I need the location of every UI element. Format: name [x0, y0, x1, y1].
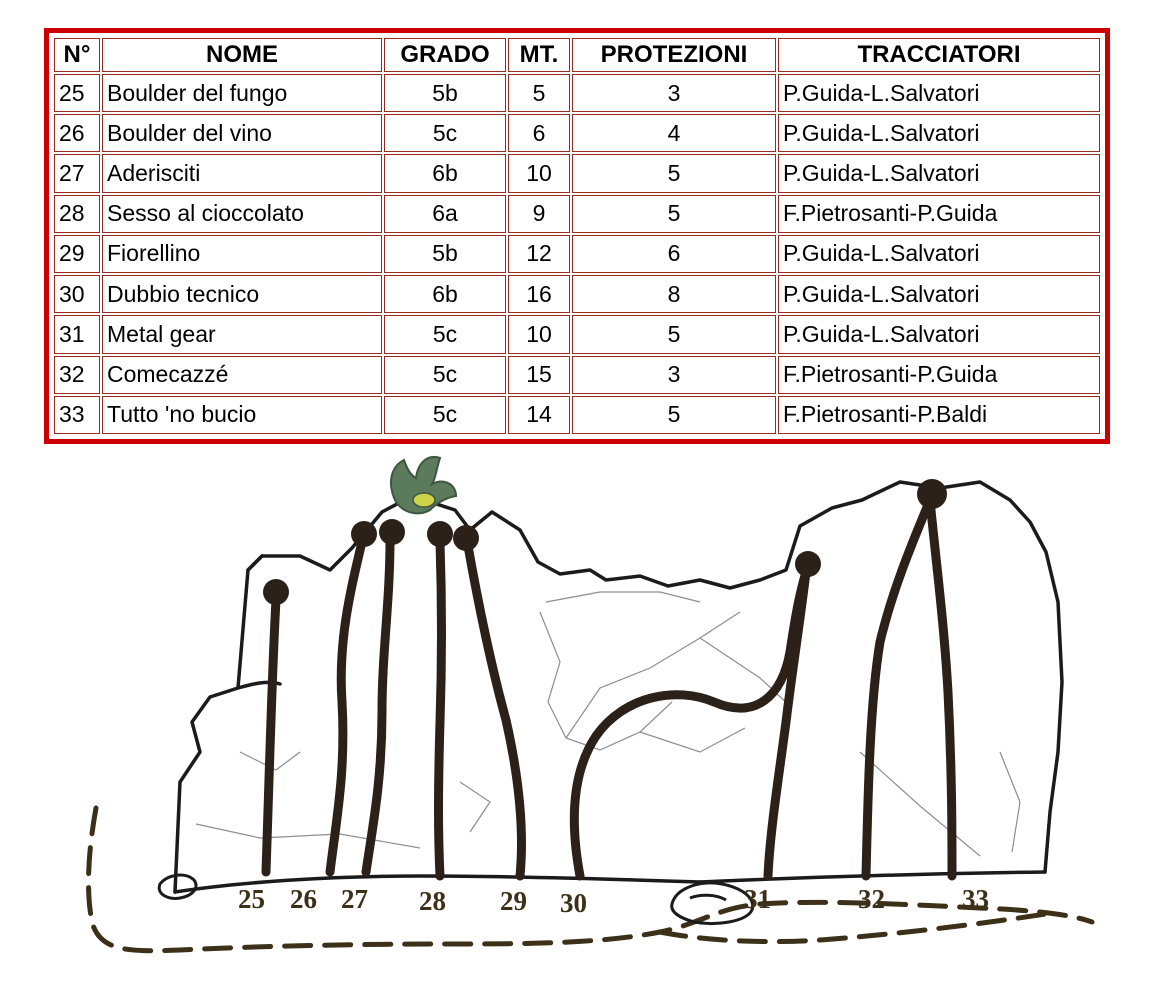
- route-line-27: [366, 540, 390, 872]
- cell-grade: 5c: [384, 114, 506, 152]
- route-label-33: 33: [962, 884, 989, 914]
- route-line-29: [468, 546, 521, 876]
- cell-setters: P.Guida-L.Salvatori: [778, 315, 1100, 353]
- base-boulder: [672, 883, 753, 924]
- cell-name: Boulder del fungo: [102, 74, 382, 112]
- base-rock-small: [159, 875, 196, 898]
- route-line-32: [866, 500, 930, 876]
- route-line-31: [768, 572, 806, 876]
- cell-meters: 5: [508, 74, 570, 112]
- cell-number: 27: [54, 154, 100, 192]
- crag-topo-drawing: [0, 452, 1158, 995]
- route-label-26: 26: [290, 884, 317, 914]
- cell-protections: 5: [572, 315, 776, 353]
- vegetation-icon: [391, 457, 456, 513]
- cell-grade: 5c: [384, 315, 506, 353]
- cell-setters: F.Pietrosanti-P.Baldi: [778, 396, 1100, 434]
- cell-number: 29: [54, 235, 100, 273]
- anchor-dot-29: [453, 525, 479, 551]
- cell-protections: 5: [572, 396, 776, 434]
- cell-name: Aderisciti: [102, 154, 382, 192]
- cell-meters: 6: [508, 114, 570, 152]
- cell-name: Comecazzé: [102, 356, 382, 394]
- cell-number: 31: [54, 315, 100, 353]
- cell-meters: 9: [508, 195, 570, 233]
- cell-number: 28: [54, 195, 100, 233]
- header-setters: TRACCIATORI: [778, 38, 1100, 72]
- cell-setters: P.Guida-L.Salvatori: [778, 275, 1100, 313]
- anchor-dot-3233: [917, 479, 947, 509]
- table-body: [54, 74, 1100, 434]
- cell-name: Metal gear: [102, 315, 382, 353]
- cell-grade: 6a: [384, 195, 506, 233]
- cell-protections: 4: [572, 114, 776, 152]
- table-row: [54, 275, 1100, 313]
- cell-name: Dubbio tecnico: [102, 275, 382, 313]
- header-meters: MT.: [508, 38, 570, 72]
- cell-protections: 3: [572, 356, 776, 394]
- cell-meters: 14: [508, 396, 570, 434]
- route-line-33: [930, 500, 952, 876]
- cell-protections: 8: [572, 275, 776, 313]
- cell-name: Boulder del vino: [102, 114, 382, 152]
- cell-meters: 16: [508, 275, 570, 313]
- route-label-27: 27: [341, 884, 368, 914]
- header-protections: PROTEZIONI: [572, 38, 776, 72]
- cell-setters: P.Guida-L.Salvatori: [778, 235, 1100, 273]
- table-header-row: [54, 38, 1100, 72]
- cell-setters: F.Pietrosanti-P.Guida: [778, 356, 1100, 394]
- table-row: [54, 154, 1100, 192]
- cell-meters: 15: [508, 356, 570, 394]
- table-row: [54, 235, 1100, 273]
- header-name: NOME: [102, 38, 382, 72]
- cell-number: 26: [54, 114, 100, 152]
- routes-table: [52, 36, 1102, 436]
- route-label-25: 25: [238, 884, 265, 914]
- cell-number: 30: [54, 275, 100, 313]
- cell-meters: 10: [508, 315, 570, 353]
- route-label-31: 31: [744, 884, 771, 914]
- anchor-dot-28: [427, 521, 453, 547]
- table-row: [54, 315, 1100, 353]
- table-header: [54, 38, 1100, 72]
- cell-setters: P.Guida-L.Salvatori: [778, 74, 1100, 112]
- cell-meters: 12: [508, 235, 570, 273]
- table-row: [54, 114, 1100, 152]
- anchor-dot-25: [263, 579, 289, 605]
- cell-name: Fiorellino: [102, 235, 382, 273]
- cell-setters: P.Guida-L.Salvatori: [778, 114, 1100, 152]
- route-label-29: 29: [500, 886, 527, 916]
- anchor-dot-27: [379, 519, 405, 545]
- route-number-labels: [238, 884, 989, 918]
- anchor-dot-31: [795, 551, 821, 577]
- cell-setters: P.Guida-L.Salvatori: [778, 154, 1100, 192]
- cell-name: Sesso al cioccolato: [102, 195, 382, 233]
- table-row: [54, 356, 1100, 394]
- route-line-28: [439, 542, 442, 876]
- cell-number: 25: [54, 74, 100, 112]
- cell-grade: 5c: [384, 396, 506, 434]
- cell-grade: 6b: [384, 275, 506, 313]
- cell-name: Tutto 'no bucio: [102, 396, 382, 434]
- route-label-32: 32: [858, 884, 885, 914]
- cell-number: 32: [54, 356, 100, 394]
- table-row: [54, 74, 1100, 112]
- cell-protections: 3: [572, 74, 776, 112]
- routes-table-frame: [44, 28, 1110, 444]
- anchor-dot-26: [351, 521, 377, 547]
- cell-protections: 5: [572, 195, 776, 233]
- cell-grade: 6b: [384, 154, 506, 192]
- cell-grade: 5b: [384, 235, 506, 273]
- cell-grade: 5c: [384, 356, 506, 394]
- route-line-25: [266, 600, 276, 872]
- cell-grade: 5b: [384, 74, 506, 112]
- header-number: N°: [54, 38, 100, 72]
- table-row: [54, 396, 1100, 434]
- cell-number: 33: [54, 396, 100, 434]
- route-line-26: [330, 542, 362, 872]
- header-grade: GRADO: [384, 38, 506, 72]
- table-row: [54, 195, 1100, 233]
- route-label-30: 30: [560, 888, 587, 918]
- route-lines: [266, 500, 952, 876]
- cell-setters: F.Pietrosanti-P.Guida: [778, 195, 1100, 233]
- route-label-28: 28: [419, 886, 446, 916]
- cell-protections: 6: [572, 235, 776, 273]
- cell-meters: 10: [508, 154, 570, 192]
- rock-outline: [175, 482, 1062, 892]
- cell-protections: 5: [572, 154, 776, 192]
- route-anchors: [263, 479, 947, 605]
